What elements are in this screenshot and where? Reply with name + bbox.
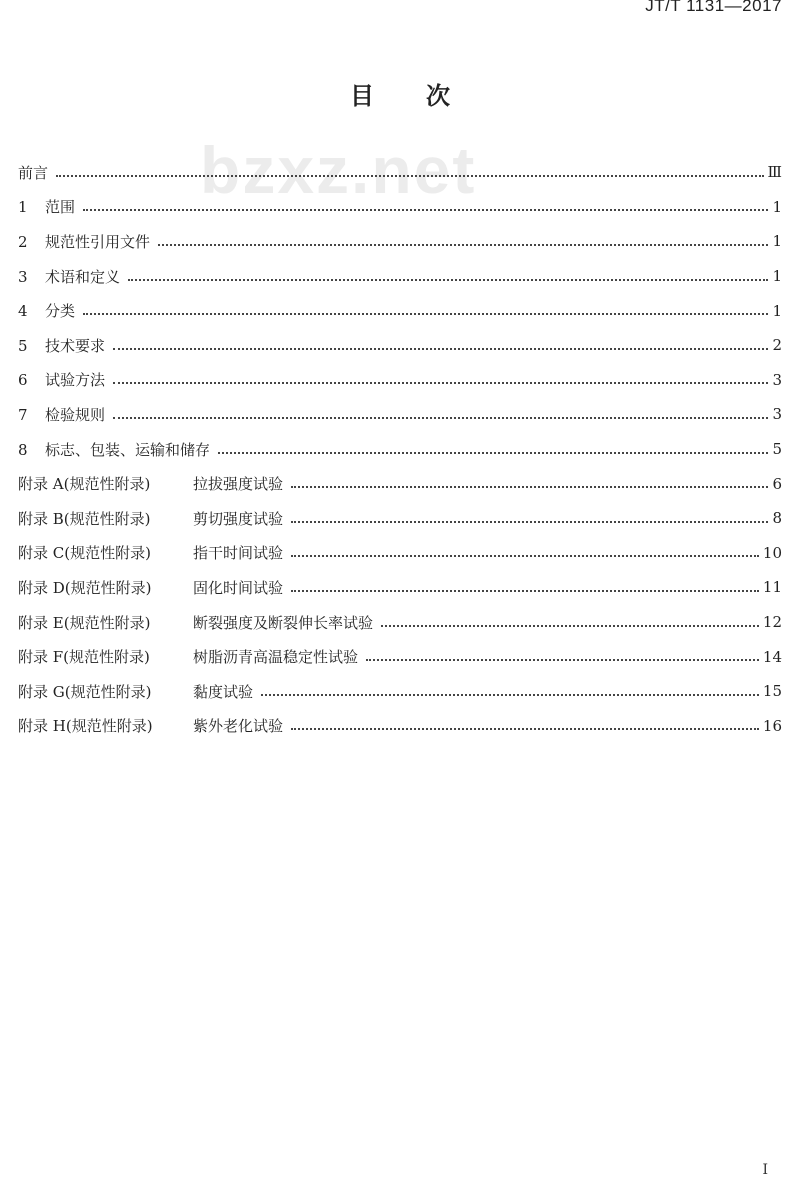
toc-annex-entry[interactable] xyxy=(18,501,782,536)
toc-entry[interactable] xyxy=(18,224,782,259)
toc-entry-label xyxy=(18,439,210,460)
toc-entry[interactable] xyxy=(18,432,782,467)
toc-entry-label xyxy=(18,577,283,598)
toc-entry-title: 树脂沥青高温稳定性试验 xyxy=(193,648,359,667)
toc-entry-page: 1 xyxy=(772,301,782,320)
toc-entry-title: 术语和定义 xyxy=(45,267,121,286)
annex-designation: 附录 B(规范性附录) xyxy=(18,509,151,528)
dot-leader xyxy=(56,174,764,177)
dot-leader xyxy=(261,693,759,696)
toc-entry-page: 3 xyxy=(772,370,782,389)
toc-entry-title: 黏度试验 xyxy=(193,682,254,701)
toc-entry-number: 1 xyxy=(18,198,28,217)
toc-entry[interactable] xyxy=(18,293,782,328)
toc-entry-label xyxy=(18,196,75,217)
annex-designation: 附录 H(规范性附录) xyxy=(18,717,153,736)
toc-entry-title: 规范性引用文件 xyxy=(45,232,151,251)
toc-entry-title: 检验规则 xyxy=(45,405,106,424)
dot-leader xyxy=(291,589,759,592)
standard-code: JT/T 1131—2017 xyxy=(645,0,782,15)
toc-entry[interactable] xyxy=(18,397,782,432)
toc-entry-label xyxy=(18,369,105,390)
toc-entry-page: 6 xyxy=(772,474,782,493)
toc-annex-entry[interactable] xyxy=(18,639,782,674)
toc-entry-page: 16 xyxy=(762,716,782,735)
toc-annex-entry[interactable] xyxy=(18,674,782,709)
toc-entry-title: 范围 xyxy=(45,198,76,217)
toc-entry-title: 剪切强度试验 xyxy=(193,509,284,528)
toc-entry-page: 11 xyxy=(762,578,782,597)
dot-leader xyxy=(113,416,768,419)
annex-designation: 附录 E(规范性附录) xyxy=(18,613,151,632)
toc-entry-page: 2 xyxy=(772,336,782,355)
dot-leader xyxy=(113,381,768,384)
page-number: I xyxy=(762,1162,768,1178)
toc-entry-number: 5 xyxy=(18,336,28,355)
toc-entry-page: 15 xyxy=(762,682,782,701)
toc-entry[interactable] xyxy=(18,328,782,363)
toc-entry[interactable] xyxy=(18,259,782,294)
toc-entry-title: 技术要求 xyxy=(45,336,106,355)
toc-entry-title: 固化时间试验 xyxy=(193,578,284,597)
toc-entry-label xyxy=(18,473,283,494)
dot-leader xyxy=(83,312,768,315)
dot-leader xyxy=(128,278,768,281)
toc-entry-number: 8 xyxy=(18,440,28,459)
toc-entry-label xyxy=(18,266,120,287)
dot-leader xyxy=(218,451,768,454)
toc-entry-page: Ⅲ xyxy=(767,163,782,182)
toc-entry-page: 14 xyxy=(762,647,782,666)
toc-entry[interactable] xyxy=(18,363,782,398)
annex-designation: 附录 D(规范性附录) xyxy=(18,578,152,597)
toc-entry-title: 前言 xyxy=(18,163,49,182)
toc-entry-number: 7 xyxy=(18,405,28,424)
toc-entry-page: 12 xyxy=(762,613,782,632)
toc-annex-entry[interactable] xyxy=(18,570,782,605)
page-title xyxy=(0,76,800,111)
dot-leader xyxy=(381,624,759,627)
dot-leader xyxy=(291,520,768,523)
toc-entry-label xyxy=(18,300,75,321)
dot-leader xyxy=(83,208,768,211)
toc-annex-entry[interactable] xyxy=(18,605,782,640)
toc-entry[interactable] xyxy=(18,190,782,225)
toc-entry-number: 2 xyxy=(18,232,28,251)
toc-entry-label xyxy=(18,231,150,252)
toc-annex-entry[interactable] xyxy=(18,536,782,571)
toc-annex-entry[interactable] xyxy=(18,709,782,744)
toc-entry-page: 3 xyxy=(772,405,782,424)
toc-entry-title: 紫外老化试验 xyxy=(193,717,284,736)
toc-entry-number: 3 xyxy=(18,267,28,286)
toc-entry-label xyxy=(18,542,283,563)
toc-annex-entry[interactable] xyxy=(18,466,782,501)
toc-entry-label xyxy=(18,335,105,356)
page-title-char-2: 次 xyxy=(426,82,450,110)
dot-leader xyxy=(113,347,768,350)
toc-entry-foreword[interactable] xyxy=(18,155,782,190)
dot-leader xyxy=(366,658,759,661)
toc-entry-title: 指干时间试验 xyxy=(193,544,284,563)
toc-entry-label xyxy=(18,646,358,667)
toc-entry-page: 5 xyxy=(772,440,782,459)
dot-leader xyxy=(291,485,768,488)
toc-entry-page: 8 xyxy=(772,509,782,528)
toc-entry-title: 断裂强度及断裂伸长率试验 xyxy=(193,613,374,632)
toc-entry-label xyxy=(18,715,283,736)
toc-entry-number: 6 xyxy=(18,371,28,390)
dot-leader xyxy=(291,727,759,730)
toc-entry-label xyxy=(18,404,105,425)
toc-entry-page: 1 xyxy=(772,267,782,286)
toc-entry-label xyxy=(18,508,283,529)
toc-entry-title: 标志、包装、运输和储存 xyxy=(45,440,211,459)
toc-entry-label xyxy=(18,612,373,633)
toc-entry-title: 试验方法 xyxy=(45,371,106,390)
toc-entry-page: 10 xyxy=(762,543,782,562)
dot-leader xyxy=(291,554,759,557)
annex-designation: 附录 G(规范性附录) xyxy=(18,682,152,701)
toc-entry-page: 1 xyxy=(772,197,782,216)
toc-entry-title: 拉拔强度试验 xyxy=(193,475,284,494)
page-title-char-1: 目 xyxy=(350,82,374,110)
toc-entry-page: 1 xyxy=(772,232,782,251)
watermark: bzxz.net xyxy=(200,133,477,207)
toc-entry-title: 分类 xyxy=(45,302,76,321)
annex-designation: 附录 A(规范性附录) xyxy=(18,475,151,494)
dot-leader xyxy=(158,243,768,246)
annex-designation: 附录 C(规范性附录) xyxy=(18,544,151,563)
toc-entry-label xyxy=(18,681,253,702)
table-of-contents xyxy=(18,155,782,743)
toc-entry-number: 4 xyxy=(18,302,28,321)
annex-designation: 附录 F(规范性附录) xyxy=(18,648,150,667)
